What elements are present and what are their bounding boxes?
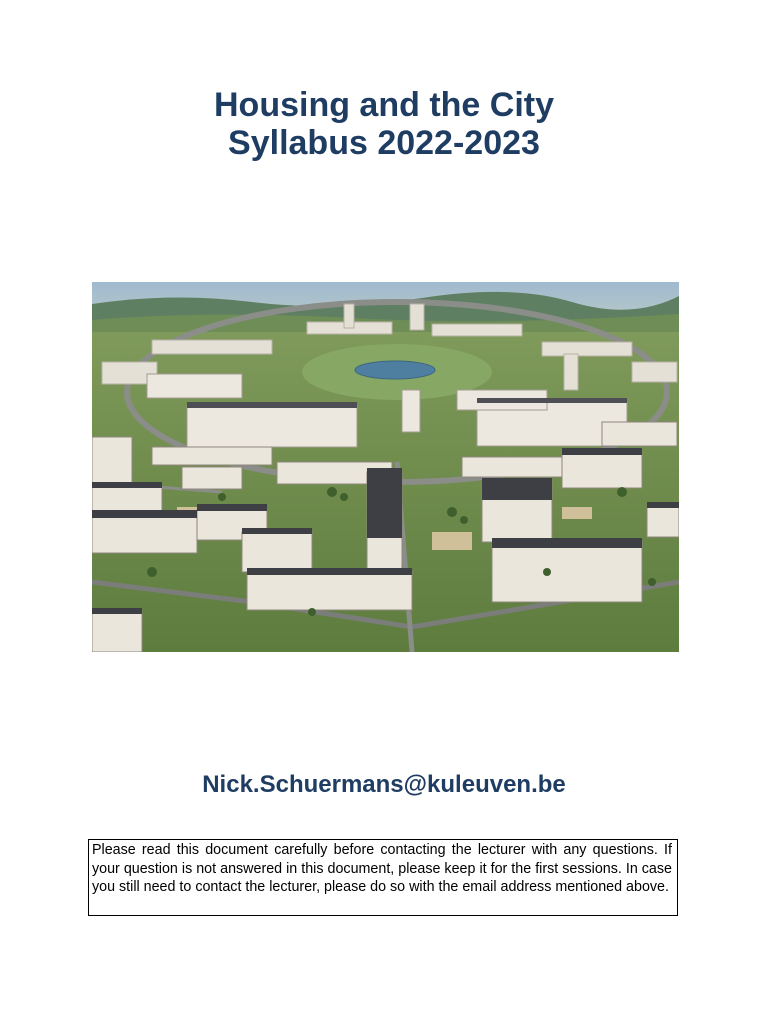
aerial-housing-estate-photo (92, 282, 679, 652)
contact-notice-box: Please read this document carefully before contacting the lecturer with any questions. If your question is not answered in this document, please keep it for the first sessions. In case you still need to contact the lecturer, please do so with the email address mentioned above. (88, 839, 678, 916)
title-line-1: Housing and the City (214, 86, 554, 124)
lecturer-email: Nick.Schuermans@kuleuven.be (202, 771, 566, 798)
title-line-2: Syllabus 2022-2023 (228, 124, 540, 162)
document-title (0, 86, 768, 162)
